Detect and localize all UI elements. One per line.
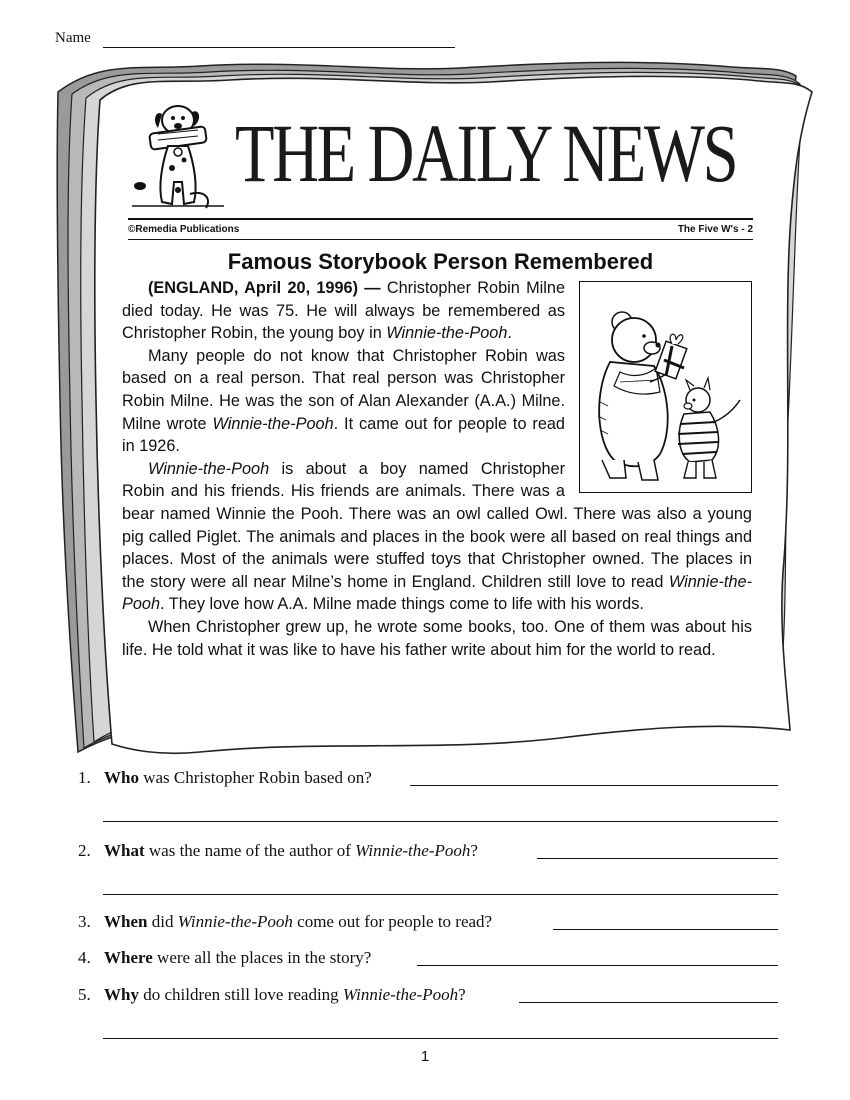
dog-mascot-illustration <box>128 98 228 216</box>
question-3: 3. When did Winnie-the-Pooh come out for people to read? <box>78 912 493 931</box>
article-headline: Famous Storybook Person Remembered <box>227 249 654 274</box>
answer-line-1b[interactable] <box>103 821 778 822</box>
question-5: 5. Why do children still love reading Winnie-the-Pooh? <box>78 985 466 1004</box>
article-paragraph: (ENGLAND, April 20, 1996) — Christopher Robin Milne died today. He was 75. He will always be remembered as Christopher Robin, the young boy in Winnie-the-Pooh. <box>122 279 565 343</box>
answer-line-4[interactable] <box>417 965 778 966</box>
publisher-credit: ©Remedia Publications <box>128 224 240 235</box>
question-2: 2. What was the name of the author of Winnie-the-Pooh? <box>78 841 478 860</box>
dateline: (ENGLAND, April 20, 1996) — <box>148 279 381 297</box>
pooh-piglet-illustration <box>579 281 752 493</box>
article-body <box>122 277 752 661</box>
answer-line-5[interactable] <box>519 1002 778 1003</box>
page-number: 1 <box>420 1048 430 1065</box>
answer-line-2b[interactable] <box>103 894 778 895</box>
answer-line-3[interactable] <box>553 929 778 930</box>
masthead-rule-bottom <box>128 239 753 240</box>
article-paragraph: Winnie-the-Pooh is about a boy named Christopher Robin and his friends. His friends are animals. There was a bear named Winnie the Pooh. There was an owl called Owl. There was also a young pig called Piglet. The animals and places in the book were all based on real things and places. Most of the animals were stuffed toys that Christopher owned. The places in the story were all near Milne’s home in England. Children still love to read Winnie-the-Pooh. They love how A.A. Milne made things come to life with his words. <box>122 459 752 614</box>
article-paragraph: Many people do not know that Christopher Robin was based on a real person. That real person was Christopher Robin Milne. He was the son of Alan Alexander (A.A.) Milne. Milne wrote Winnie-the-Pooh. It came out for people to read in 1926. <box>122 346 565 456</box>
article-paragraph: When Christopher grew up, he wrote some books, too. One of them was about his life. He told what it was like to have his father write about him for the world to read. <box>122 617 752 659</box>
question-4: 4. Where were all the places in the story? <box>78 948 372 967</box>
answer-line-1[interactable] <box>410 785 778 786</box>
answer-line-2[interactable] <box>537 858 778 859</box>
question-1: 1. Who was Christopher Robin based on? <box>78 768 372 787</box>
answer-line-5b[interactable] <box>103 1038 778 1039</box>
series-label: The Five W's - 2 <box>677 224 753 235</box>
masthead-rule <box>128 218 753 220</box>
newspaper-title: THE DAILY NEWS <box>235 107 737 199</box>
name-label: Name <box>55 30 91 46</box>
